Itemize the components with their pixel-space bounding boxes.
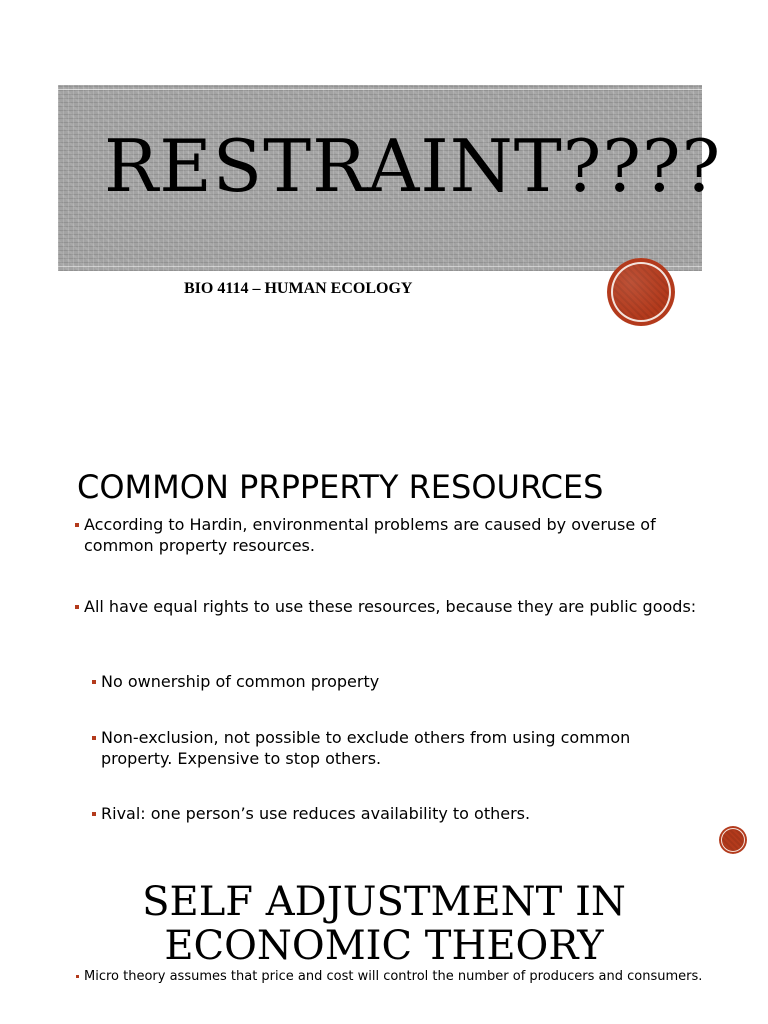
slide-title xyxy=(0,0,768,400)
list-item xyxy=(84,596,704,617)
bullet-text: Rival: one person’s use reduces availability to others. xyxy=(101,804,531,823)
bullet-marker-icon xyxy=(76,975,79,978)
bullet-text: No ownership of common property xyxy=(101,672,380,691)
common-property-heading: COMMON PRPPERTY RESOURCES xyxy=(77,468,604,506)
bullet-text: Non-exclusion, not possible to exclude others from using common property. Expensive to stop others. xyxy=(101,728,631,768)
bullet-marker-icon xyxy=(92,812,96,816)
bullet-text: According to Hardin, environmental problems are caused by overuse of common property resources. xyxy=(84,515,656,555)
bullet-text: All have equal rights to use these resources, because they are public goods: xyxy=(84,597,697,616)
list-item xyxy=(101,727,701,769)
list-item xyxy=(101,671,701,692)
slide-title-text: RESTRAINT???? xyxy=(104,124,722,208)
decorative-circle-icon xyxy=(719,826,747,854)
list-item xyxy=(84,514,704,556)
bullet-marker-icon xyxy=(75,605,79,609)
list-item xyxy=(84,968,704,985)
heading-line: SELF ADJUSTMENT IN xyxy=(142,879,626,925)
heading-line: ECONOMIC THEORY xyxy=(164,923,604,969)
bullet-marker-icon xyxy=(75,523,79,527)
self-adjustment-heading xyxy=(0,880,768,968)
list-item xyxy=(101,803,701,824)
bullet-marker-icon xyxy=(92,680,96,684)
bullet-marker-icon xyxy=(92,736,96,740)
course-subtitle: BIO 4114 – HUMAN ECOLOGY xyxy=(184,280,413,297)
bullet-text: Micro theory assumes that price and cost will control the number of producers and consumers. xyxy=(84,969,703,984)
decorative-circle-icon xyxy=(607,258,675,326)
